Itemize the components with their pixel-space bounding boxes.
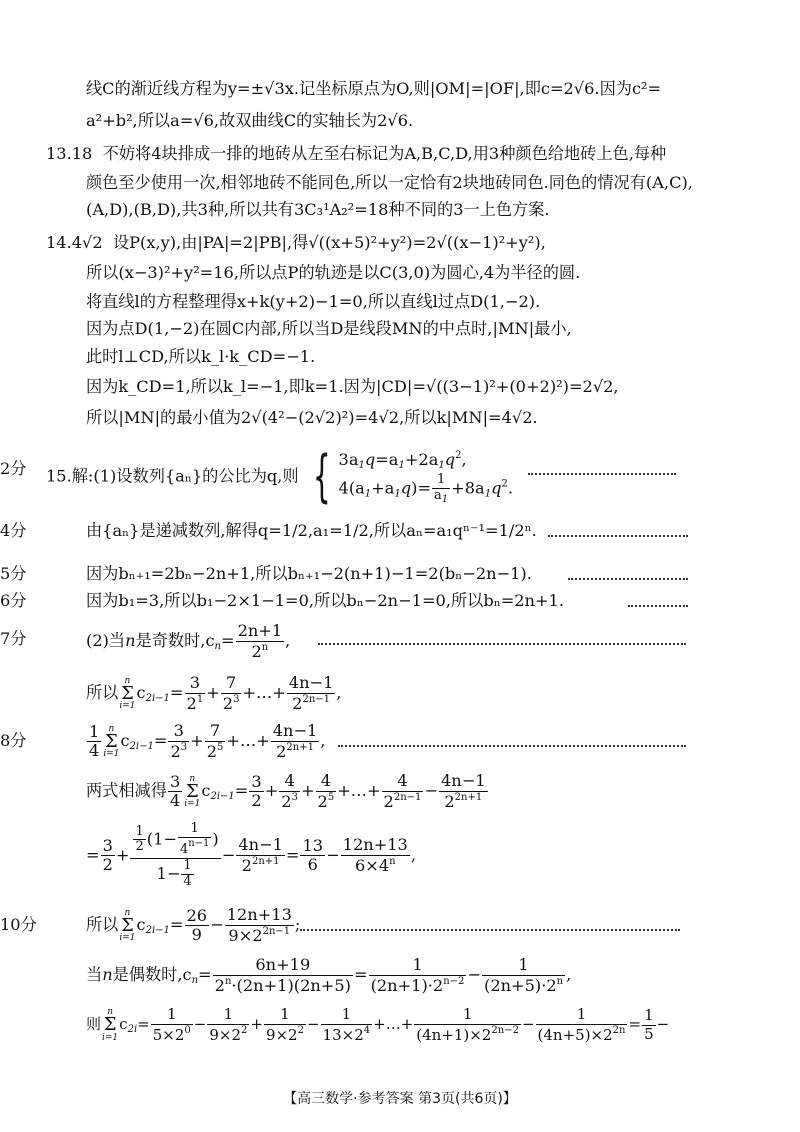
equation-2: $4(a_1+a_1q)=$ $\frac{1}{a_1}$ $+8a_1q^2$. bbox=[338, 472, 513, 505]
score-label: 2分 bbox=[0, 459, 27, 478]
p12-line-1: 线C的渐近线方程为y=±√3x.记坐标原点为O,则|OM|=|OF|,即c=2√6.因为c²= bbox=[86, 79, 662, 98]
p13-text-1: 不妨将4块排成一排的地砖从左至右标记为A,B,C,D,用3种颜色给地砖上色,每种 bbox=[102, 144, 667, 163]
p15-line-6: 所以 n Σ i=1 $c_{2i-1}=$ $\frac{3}{2^1}$ + $\frac{7}{2^3}$ +…+ $\frac{4n-1}{2^{2n-1}}$ , bbox=[86, 673, 342, 713]
p15-line-2: 由{aₙ}是递减数列,解得q=1/2,a₁=1/2,所以aₙ=a₁qⁿ⁻¹=1/2ⁿ. bbox=[86, 521, 537, 540]
score-label: 8分 bbox=[0, 731, 27, 750]
p15-line-5: (2)当n是奇数时$,c_n=$ $\frac{2n+1}{2^n}$ , bbox=[86, 621, 291, 661]
p13-line-1 bbox=[46, 143, 666, 165]
p14-number: 14. bbox=[46, 233, 72, 252]
p14-line-5: 此时l⊥CD,所以k_l·k_CD=−1. bbox=[86, 347, 316, 366]
equation-1: $3a_1q=a_1+2a_1q^2$, bbox=[338, 450, 467, 471]
score-label: 6分 bbox=[0, 591, 27, 610]
p14-line-1 bbox=[46, 232, 546, 254]
p14-line-4: 因为点D(1,−2)在圆C内部,所以当D是线段MN的中点时,|MN|最小, bbox=[86, 319, 572, 338]
p13-answer: 18 bbox=[71, 144, 93, 163]
p14-answer: 4√2 bbox=[71, 233, 103, 252]
p15-line-10: 所以 n Σ i=1 $c_{2i-1}=$ $\frac{26}{9}$ − $\frac{12n+13}{9\times 2^{2n-1}}$ ; bbox=[86, 905, 301, 945]
p14-text-1: 设P(x,y),由|PA|=2|PB|,得√((x+5)²+y²)=2√((x−1)²+y²), bbox=[112, 233, 546, 252]
p15-line-11: 当n是偶数时$,c_n=$ $\frac{6n+19}{2^n\cdot(2n+1)(2n+5)}$ = $\frac{1}{(2n+1)\cdot 2^{n-2}}$ − $\frac{1}{(2n+5)\cdot 2^n}$ , bbox=[86, 955, 572, 995]
page-footer: 【高三数学·参考答案 第3页(共6页)】 bbox=[283, 1091, 517, 1107]
p14-line-7: 所以|MN|的最小值为2√(4²−(2√2)²)=4√2,所以k|MN|=4√2. bbox=[86, 408, 538, 427]
p15-line-3: 因为bₙ₊₁=2bₙ−2n+1,所以bₙ₊₁−2(n+1)−1=2(bₙ−2n−1). bbox=[86, 564, 532, 583]
p13-number: 13. bbox=[46, 144, 72, 163]
p15-line-7: $\frac{1}{4}$ n Σ i=1 $c_{2i-1}=$ $\frac{3}{2^3}$ + $\frac{7}{2^5}$ +…+ $\frac{4n-1}{2^{2n+1}}$ , bbox=[89, 721, 326, 761]
score-label: 4分 bbox=[0, 521, 27, 540]
score-label: 10分 bbox=[0, 915, 37, 934]
p14-line-2: 所以(x−3)²+y²=16,所以点P的轨迹是以C(3,0)为圆心,4为半径的圆. bbox=[86, 263, 581, 282]
p13-line-2: 颜色至少使用一次,相邻地砖不能同色,所以一定恰有2块地砖同色.同色的情况有(A,C), bbox=[86, 173, 693, 192]
p15-line-8: 两式相减得 $\frac{3}{4}$ n Σ i=1 $c_{2i-1}=$ $\frac{3}{2}$ + $\frac{4}{2^3}$ + $\frac{4}{2^5}$ +…+ $\frac{4}{2^{2n-1}}$ − $\frac{4n-1}{2^{2n+1}}$ bbox=[86, 771, 486, 811]
score-label: 5分 bbox=[0, 564, 27, 583]
p13-line-3: (A,D),(B,D),共3种,所以共有3C₃¹A₂²=18种不同的3一上色方案. bbox=[86, 200, 550, 219]
p14-line-3: 将直线l的方程整理得x+k(y+2)−1=0,所以直线l过点D(1,−2). bbox=[86, 292, 541, 311]
p15-heading: 15.解:(1)设数列{aₙ}的公比为q,则 bbox=[46, 466, 299, 486]
p12-line-2: a²+b²,所以a=√6,故双曲线C的实轴长为2√6. bbox=[86, 111, 414, 130]
p15-line-9: = $\frac{3}{2}$ + $\frac{1}{2}$ (1− $\frac{1}{4^{n-1}}$ ) 1− $\frac{1}{4}$ − $\frac{4n-1}{2^{2n+1}}$ = $\frac{13}{6}$ − $\frac{12n+13}{6\times 4^n}$ , bbox=[86, 821, 417, 889]
p15-line-12: 则 n Σ i=1 $c_{2i}=$ $\frac{1}{5\times 2^0}$ − $\frac{1}{9\times 2^2}$ + $\frac{1}{9\times 2^2}$ − $\frac{1}{13\times 2^4}$ +…+ $\frac{1}{(4n+1)\times 2^{2n-2}}$ − $\frac{1}{(4n+5)\times 2^{2n}}$ = $\frac{1}{5}$ − bbox=[86, 1005, 670, 1044]
score-label: 7分 bbox=[0, 629, 27, 648]
p14-line-6: 因为k_CD=1,所以k_l=−1,即k=1.因为|CD|=√((3−1)²+(0+2)²)=2√2, bbox=[86, 377, 619, 396]
p15-line-4: 因为b₁=3,所以b₁−2×1−1=0,所以bₙ−2n−1=0,所以bₙ=2n+1. bbox=[86, 591, 564, 610]
left-brace-icon: { bbox=[312, 444, 331, 510]
